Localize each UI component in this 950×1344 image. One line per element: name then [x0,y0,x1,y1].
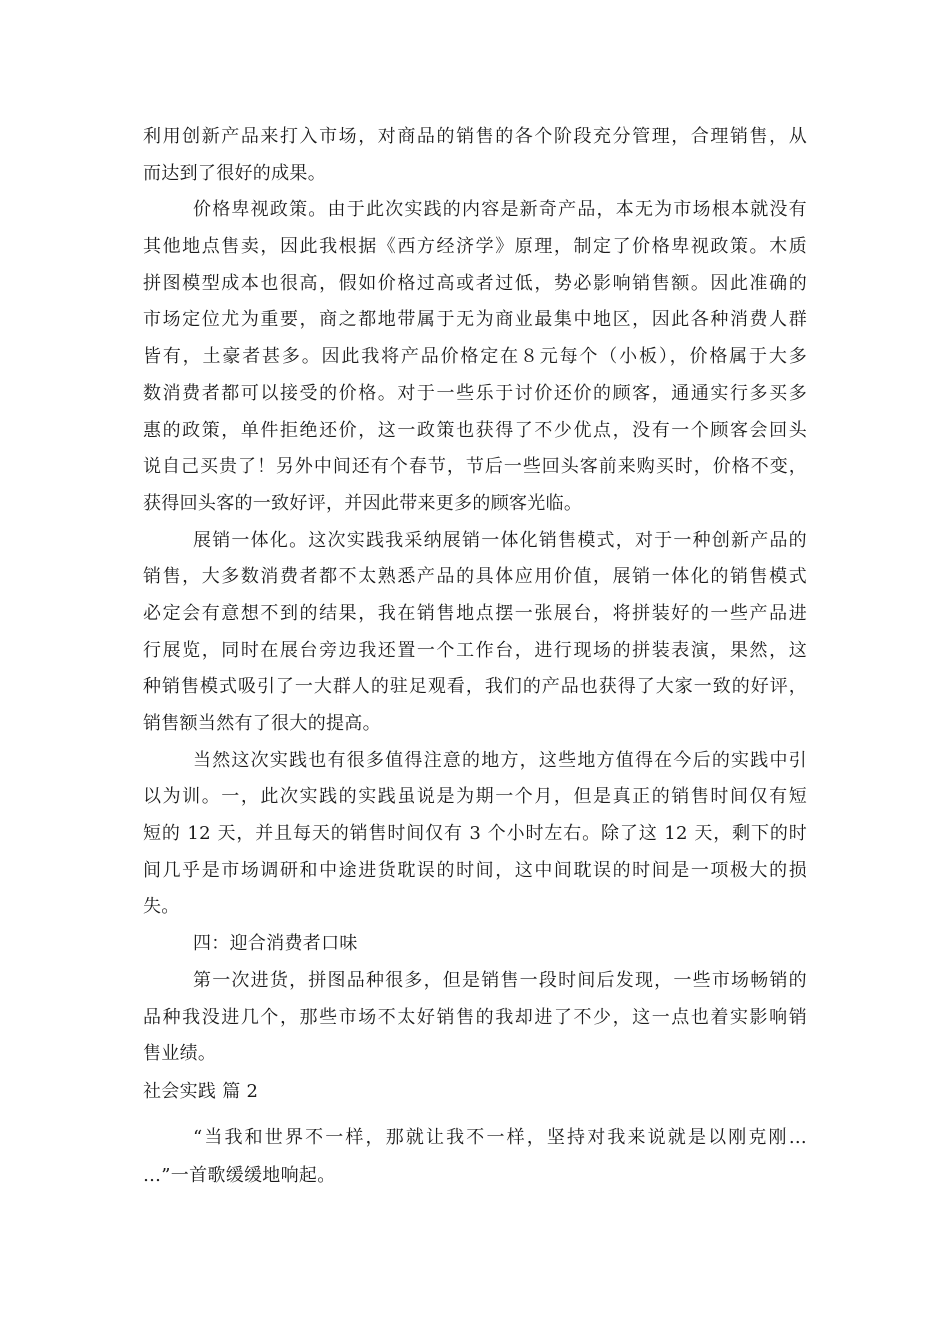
text-line: 售业绩。 [143,1043,217,1065]
text-line: 销售额当然有了很大的提高。 [143,713,381,734]
text-line: 而达到了很好的成果。 [143,162,326,184]
text-line: 说自己买贵了！另外中间还有个春节，节后一些回头客前来购买时，价格不变， [143,456,807,478]
text-line: 利用创新产品来打入市场，对商品的销售的各个阶段充分管理，合理销售，从 [143,126,807,147]
text-line: 第一次进货，拼图品种很多，但是销售一段时间后发现，一些市场畅销的 [193,969,807,991]
text-line: 必定会有意想不到的结果，我在销售地点摆一张展台，将拼装好的一些产品进 [143,602,807,624]
quote-paragraph [143,1119,807,1195]
text-line: 间几乎是市场调研和中途进货耽误的时间，这中间耽误的时间是一项极大的损 [143,859,807,881]
text-line: 数消费者都可以接受的价格。对于一些乐于讨价还价的顾客，通通实行多买多 [143,382,807,404]
text-line: 四：迎合消费者口味 [193,933,358,955]
text-line: 行展览，同时在展台旁边我还置一个工作台，进行现场的拼装表演，果然，这 [143,639,807,661]
text-line: 失。 [143,896,180,918]
text-line: 当然这次实践也有很多值得注意的地方，这些地方值得在今后的实践中引 [193,749,807,771]
text-line: 短的 12 天，并且每天的销售时间仅有 3 个小时左右。除了这 12 天，剩下的时 [143,823,807,845]
text-line: 市场定位尤为重要，商之都地带属于无为商业最集中地区，因此各种消费人群 [143,309,807,331]
text-line: 销售，大多数消费者都不太熟悉产品的具体应用价值，展销一体化的销售模式 [143,566,807,588]
text-line: 价格卑视政策。由于此次实践的内容是新奇产品，本无为市场根本就没有 [193,199,807,221]
text-line: 展销一体化。这次实践我采纳展销一体化销售模式，对于一种创新产品的 [193,529,807,551]
document-body [143,119,807,1073]
text-line: 惠的政策，单件拒绝还价，这一政策也获得了不少优点，没有一个顾客会回头 [143,419,807,441]
text-line: 以为训。一，此次实践的实践虽说是为期一个月，但是真正的销售时间仅有短 [143,786,807,808]
text-line: 皆有，土豪者甚多。因此我将产品价格定在８元每个（小板），价格属于大多 [143,346,807,368]
text-line: “当我和世界不一样，那就让我不一样，坚持对我来说就是以刚克刚… [193,1127,807,1148]
text-line: 其他地点售卖，因此我根据《西方经济学》原理，制定了价格卑视政策。木质 [143,236,807,258]
text-line: 获得回头客的一致好评，并因此带来更多的顾客光临。 [143,492,583,514]
text-line: 种销售模式吸引了一大群人的驻足观看，我们的产品也获得了大家一致的好评， [143,676,807,698]
text-line: …”一首歌缓缓地响起。 [143,1165,336,1186]
text-line: 品种我没进几个，那些市场不太好销售的我却进了不少，这一点也着实影响销 [143,1006,807,1028]
section-heading: 社会实践 篇 2 [143,1081,259,1102]
text-line: 拼图模型成本也很高，假如价格过高或者过低，势必影响销售额。因此准确的 [143,272,807,294]
